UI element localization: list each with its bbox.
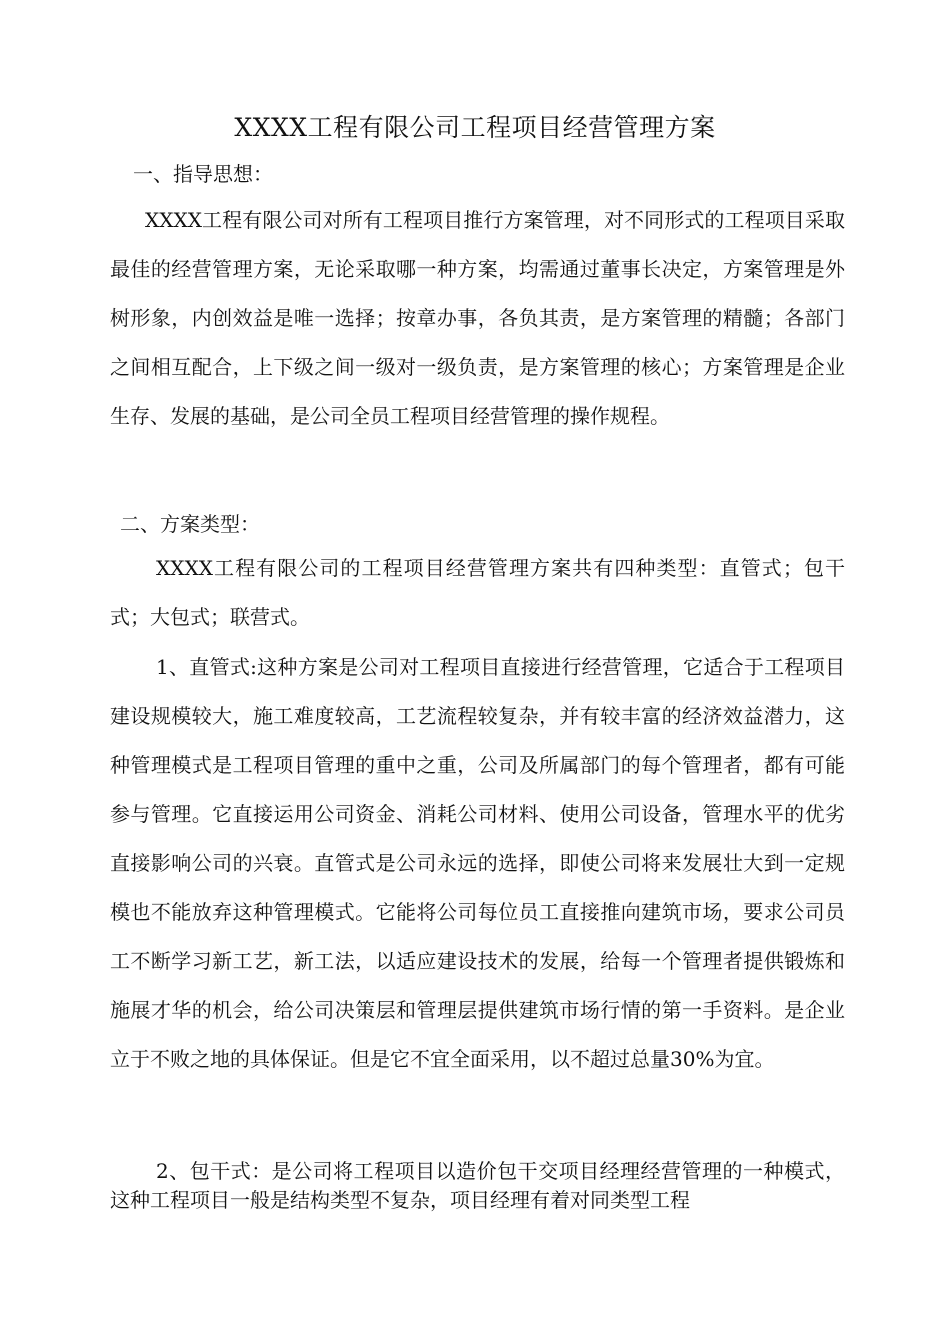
paragraph-direct-management: 1、直管式:这种方案是公司对工程项目直接进行经营管理，它适合于工程项目建设规模较大，施工难度较高，工艺流程较复杂，并有较丰富的经济效益潜力，这种管理模式是工程项目管理的重中之重，公司及所属部门的每个管理者，都有可能参与管理。它直接运用公司资金、消耗公司材料、使用公司设备，管理水平的优劣直接影响公司的兴衰。直管式是公司永远的选择，即使公司将来发展壮大到一定规模也不能放弃这种管理模式。它能将公司每位员工直接推向建筑市场，要求公司员工不断学习新工艺，新工法，以适应建设技术的发展，给每一个管理者提供锻炼和施展才华的机会，给公司决策层和管理层提供建筑市场行情的第一手资料。是企业立于不败之地的具体保证。但是它不宜全面采用，以不超过总量30%为宜。 — [110, 655, 845, 1071]
paragraph-plan-types-intro: XXXX工程有限公司的工程项目经营管理方案共有四种类型：直管式；包干式；大包式；联营式。 — [110, 556, 845, 629]
paragraph-lump-sum: 2、包干式：是公司将工程项目以造价包干交项目经理经营管理的一种模式，这种工程项目一般是结构类型不复杂，项目经理有着对同类型工程 — [110, 1159, 845, 1212]
section-heading-guiding-thought: 一、指导思想： — [133, 162, 273, 186]
paragraph-guiding-thought: XXXX工程有限公司对所有工程项目推行方案管理，对不同形式的工程项目采取最佳的经营管理方案，无论采取哪一种方案，均需通过董事长决定，方案管理是外树形象，内创效益是唯一选择；按章办事，各负其责，是方案管理的精髓；各部门之间相互配合，上下级之间一级对一级负责，是方案管理的核心；方案管理是企业生存、发展的基础，是公司全员工程项目经营管理的操作规程。 — [110, 208, 845, 428]
section-heading-plan-types: 二、方案类型： — [120, 512, 260, 536]
document-title: XXXX工程有限公司工程项目经营管理方案 — [234, 113, 716, 142]
